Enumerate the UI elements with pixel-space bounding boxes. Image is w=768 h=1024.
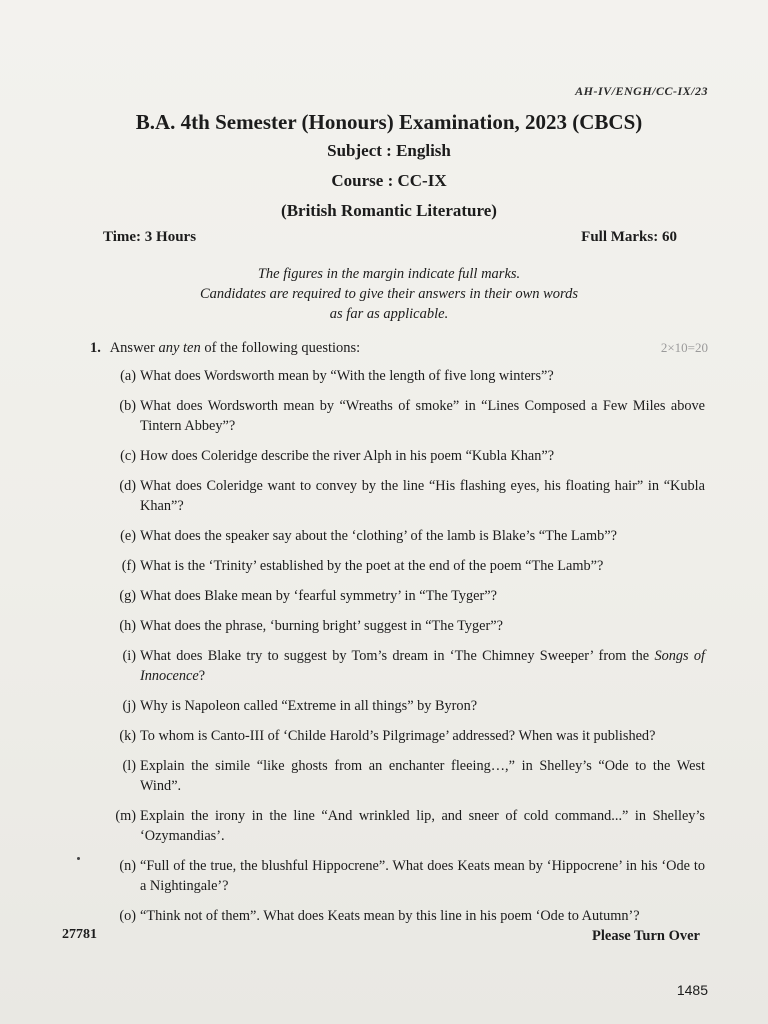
item-text-main: What does Blake try to suggest by Tom’s dream in ‘The Chimney Sweeper’ from the [140, 648, 650, 664]
list-item [108, 806, 705, 846]
item-text [140, 646, 705, 686]
list-item [108, 726, 705, 746]
item-text: What does Wordsworth mean by “With the length of five long winters”? [140, 368, 554, 384]
course-line: Course : CC-IX [331, 171, 447, 190]
list-item [108, 476, 705, 516]
item-label: (b) [119, 398, 136, 414]
item-label: (o) [119, 908, 136, 924]
item-text: To whom is Canto-III of ‘Childe Harold’s Pilgrimage’ addressed? When was it published? [140, 728, 656, 744]
list-item [108, 756, 705, 796]
list-item [108, 856, 705, 896]
footer-code: 27781 [62, 927, 97, 942]
paper-name: (British Romantic Literature) [281, 201, 497, 220]
time-allowed: Time: 3 Hours [103, 229, 197, 245]
full-marks: Full Marks: 60 [581, 229, 677, 245]
list-item [108, 366, 705, 386]
page-number: 1485 [676, 982, 708, 998]
item-label: (h) [119, 618, 136, 634]
item-label: (n) [119, 858, 136, 874]
item-text: “Full of the true, the blushful Hippocrene”. What does Keats mean by ‘Hippocrene’ in his ‘Ode to a Nightingale’? [140, 858, 705, 894]
instruction-line: as far as applicable. [329, 306, 449, 322]
list-item [108, 646, 705, 686]
instruction-line: Candidates are required to give their answers in their own words [199, 286, 579, 302]
item-label: (d) [119, 478, 136, 494]
question-list [108, 366, 705, 936]
turn-over-note: Please Turn Over [592, 928, 700, 944]
item-label: (l) [122, 758, 136, 774]
list-item [108, 396, 705, 436]
item-label: (g) [119, 588, 136, 604]
item-text-italic: Songs of Innocence [140, 648, 706, 684]
item-text: What does the speaker say about the ‘clothing’ of the lamb is Blake’s “The Lamb”? [140, 528, 617, 544]
item-text: “Think not of them”. What does Keats mean by this line in his poem ‘Ode to Autumn’? [140, 908, 640, 924]
item-text: How does Coleridge describe the river Alph in his poem “Kubla Khan”? [140, 448, 555, 464]
question-prompt-suffix: of the following questions: [204, 340, 361, 356]
item-text: What does Coleridge want to convey by the line “His flashing eyes, his floating hair” in “Kubla Khan”? [140, 478, 705, 514]
item-text: Explain the simile “like ghosts from an enchanter fleeing…,” in Shelley’s “Ode to the West Wind”. [140, 758, 705, 794]
paper-code: AH-IV/ENGH/CC-IX/23 [575, 84, 708, 98]
item-label: (e) [120, 528, 136, 544]
item-label: (c) [120, 448, 136, 464]
item-text: What does the phrase, ‘burning bright’ suggest in “The Tyger”? [140, 618, 503, 634]
list-item [108, 526, 705, 546]
item-text: What does Blake mean by ‘fearful symmetry’ in “The Tyger”? [140, 588, 497, 604]
subject-line: Subject : English [327, 141, 451, 160]
list-item [108, 556, 705, 576]
margin-dot [77, 857, 80, 860]
item-text: Explain the irony in the line “And wrinkled lip, and sneer of cold command...” in Shelley’s ‘Ozymandias’. [140, 808, 705, 844]
item-label: (f) [121, 558, 136, 574]
item-text-end: ? [198, 668, 206, 684]
instruction-line: The figures in the margin indicate full marks. [257, 266, 521, 282]
item-label: (a) [120, 368, 136, 384]
item-text: Why is Napoleon called “Extreme in all things” by Byron? [140, 698, 478, 714]
exam-title: B.A. 4th Semester (Honours) Examination, 2023 (CBCS) [135, 110, 643, 134]
item-label: (i) [122, 648, 136, 664]
question-heading [90, 340, 708, 357]
question-marks: 2×10=20 [660, 340, 708, 355]
list-item [108, 446, 705, 466]
question-prompt-emphasis: any ten [158, 340, 201, 356]
item-text: What is the ‘Trinity’ established by the poet at the end of the poem “The Lamb”? [140, 558, 604, 574]
question-prompt-prefix: Answer [109, 340, 155, 356]
question-number: 1. [90, 340, 101, 356]
item-label: (k) [119, 728, 136, 744]
instructions [0, 264, 768, 324]
list-item [108, 586, 705, 606]
list-item [108, 616, 705, 636]
item-label: (m) [115, 808, 136, 824]
item-label: (j) [122, 698, 136, 714]
list-item [108, 696, 705, 716]
list-item [108, 906, 705, 926]
item-text: What does Wordsworth mean by “Wreaths of smoke” in “Lines Composed a Few Miles above Tintern Abbey”? [140, 398, 705, 434]
